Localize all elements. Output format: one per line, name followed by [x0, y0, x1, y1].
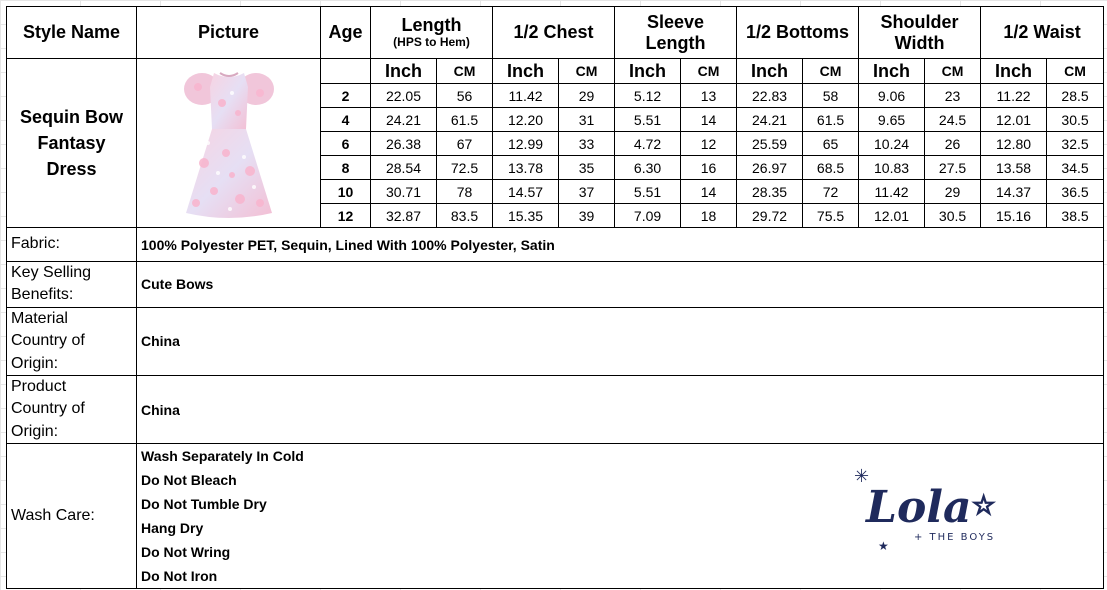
lola-logo — [850, 460, 1010, 552]
key-selling-label-line1: Key Selling — [11, 264, 92, 281]
wash-care-item: Wash Separately In Cold — [141, 448, 304, 465]
value-cell: 11.42 — [493, 84, 559, 108]
value-cell: 58 — [803, 84, 859, 108]
product-origin-line3: Origin: — [11, 422, 59, 440]
header-length-title: Length — [401, 15, 462, 36]
value-cell: 10.83 — [859, 156, 925, 180]
value-cell: 13 — [681, 84, 737, 108]
value-cell: 13.58 — [981, 156, 1047, 180]
value-cell: 38.5 — [1047, 204, 1104, 228]
key-selling-value: Cute Bows — [137, 262, 1104, 308]
value-cell: 22.83 — [737, 84, 803, 108]
style-name-line3: Dress — [46, 159, 97, 180]
value-cell: 32.87 — [371, 204, 437, 228]
value-cell: 12.99 — [493, 132, 559, 156]
header-sleeve-line1: Sleeve — [647, 11, 705, 32]
material-origin-line3: Origin: — [11, 354, 59, 372]
header-age: Age — [321, 7, 371, 59]
value-cell: 23 — [925, 84, 981, 108]
value-cell: 72.5 — [437, 156, 493, 180]
product-origin-row — [7, 375, 1104, 443]
value-cell: 14 — [681, 108, 737, 132]
value-cell: 12.01 — [981, 108, 1047, 132]
key-selling-row — [7, 262, 1104, 308]
length-cm-unit: CM — [437, 59, 493, 84]
value-cell: 68.5 — [803, 156, 859, 180]
brand-tagline: + THE BOYS — [914, 532, 996, 543]
value-cell: 9.06 — [859, 84, 925, 108]
value-cell: 30.5 — [1047, 108, 1104, 132]
age-cell: 6 — [321, 132, 371, 156]
age-unit-blank — [321, 59, 371, 84]
value-cell: 29.72 — [737, 204, 803, 228]
age-cell: 8 — [321, 156, 371, 180]
style-name-line1: Sequin Bow — [20, 106, 123, 127]
value-cell: 78 — [437, 180, 493, 204]
bottoms-cm-unit: CM — [803, 59, 859, 84]
value-cell: 7.09 — [615, 204, 681, 228]
fabric-value: 100% Polyester PET, Sequin, Lined With 100% Polyester, Satin — [137, 228, 1104, 262]
value-cell: 56 — [437, 84, 493, 108]
key-selling-label — [7, 262, 137, 308]
value-cell: 14.37 — [981, 180, 1047, 204]
value-cell: 34.5 — [1047, 156, 1104, 180]
value-cell: 24.21 — [737, 108, 803, 132]
value-cell: 5.12 — [615, 84, 681, 108]
header-picture: Picture — [137, 7, 321, 59]
value-cell: 12.20 — [493, 108, 559, 132]
value-cell: 18 — [681, 204, 737, 228]
value-cell: 24.5 — [925, 108, 981, 132]
age-cell: 4 — [321, 108, 371, 132]
material-origin-value: China — [137, 307, 1104, 375]
value-cell: 37 — [559, 180, 615, 204]
material-origin-line2: Country of — [11, 332, 85, 350]
shoulder-cm-unit: CM — [925, 59, 981, 84]
value-cell: 31 — [559, 108, 615, 132]
value-cell: 14.57 — [493, 180, 559, 204]
value-cell: 26.97 — [737, 156, 803, 180]
value-cell: 83.5 — [437, 204, 493, 228]
shoulder-inch-unit: Inch — [859, 59, 925, 84]
value-cell: 5.51 — [615, 108, 681, 132]
value-cell: 13.78 — [493, 156, 559, 180]
value-cell: 65 — [803, 132, 859, 156]
chest-cm-unit: CM — [559, 59, 615, 84]
sleeve-cm-unit: CM — [681, 59, 737, 84]
header-length-sub: (HPS to Hem) — [393, 34, 470, 49]
header-half-waist: 1/2 Waist — [981, 7, 1104, 59]
lola-logo-mark — [850, 460, 1010, 552]
value-cell: 28.5 — [1047, 84, 1104, 108]
value-cell: 6.30 — [615, 156, 681, 180]
style-name-line2: Fantasy — [37, 132, 106, 153]
value-cell: 15.35 — [493, 204, 559, 228]
value-cell: 75.5 — [803, 204, 859, 228]
style-name-cell — [7, 59, 137, 228]
product-origin-value: China — [137, 375, 1104, 443]
value-cell: 72 — [803, 180, 859, 204]
product-origin-line1: Product — [11, 377, 67, 395]
wash-care-item: Do Not Wring — [141, 544, 231, 561]
value-cell: 11.42 — [859, 180, 925, 204]
value-cell: 27.5 — [925, 156, 981, 180]
value-cell: 39 — [559, 204, 615, 228]
header-shoulder-width — [859, 7, 981, 59]
brand-wordmark: Lola — [866, 482, 972, 533]
header-row — [7, 7, 1104, 59]
value-cell: 15.16 — [981, 204, 1047, 228]
value-cell: 12.80 — [981, 132, 1047, 156]
sequin-dress-image — [174, 63, 284, 223]
value-cell: 29 — [925, 180, 981, 204]
value-cell: 67 — [437, 132, 493, 156]
header-shoulder-line2: Width — [894, 32, 945, 53]
value-cell: 32.5 — [1047, 132, 1104, 156]
waist-cm-unit: CM — [1047, 59, 1104, 84]
wash-care-item: Do Not Tumble Dry — [141, 496, 267, 513]
value-cell: 22.05 — [371, 84, 437, 108]
header-length — [371, 7, 493, 59]
fabric-row — [7, 228, 1104, 262]
value-cell: 29 — [559, 84, 615, 108]
value-cell: 9.65 — [859, 108, 925, 132]
value-cell: 24.21 — [371, 108, 437, 132]
chest-inch-unit: Inch — [493, 59, 559, 84]
header-half-bottoms: 1/2 Bottoms — [737, 7, 859, 59]
picture-cell — [137, 59, 321, 228]
star-icon: ☆ — [972, 491, 996, 521]
value-cell: 25.59 — [737, 132, 803, 156]
value-cell: 35 — [559, 156, 615, 180]
age-cell: 2 — [321, 84, 371, 108]
value-cell: 5.51 — [615, 180, 681, 204]
product-origin-label — [7, 375, 137, 443]
material-origin-label — [7, 307, 137, 375]
value-cell: 28.35 — [737, 180, 803, 204]
key-selling-label-line2: Benefits: — [11, 286, 74, 304]
sleeve-inch-unit: Inch — [615, 59, 681, 84]
header-style-name: Style Name — [7, 7, 137, 59]
value-cell: 61.5 — [437, 108, 493, 132]
unit-row — [7, 59, 1104, 84]
wash-care-item: Do Not Bleach — [141, 472, 237, 489]
value-cell: 30.5 — [925, 204, 981, 228]
value-cell: 12.01 — [859, 204, 925, 228]
product-origin-line2: Country of — [11, 400, 85, 418]
value-cell: 12 — [681, 132, 737, 156]
age-cell: 12 — [321, 204, 371, 228]
value-cell: 33 — [559, 132, 615, 156]
value-cell: 11.22 — [981, 84, 1047, 108]
value-cell: 30.71 — [371, 180, 437, 204]
wash-care-label: Wash Care: — [7, 444, 137, 589]
fabric-label: Fabric: — [7, 228, 137, 262]
value-cell: 16 — [681, 156, 737, 180]
value-cell: 10.24 — [859, 132, 925, 156]
value-cell: 4.72 — [615, 132, 681, 156]
small-star-icon: ★ — [878, 539, 889, 552]
length-inch-unit: Inch — [371, 59, 437, 84]
header-shoulder-line1: Shoulder — [880, 11, 959, 32]
header-sleeve-line2: Length — [645, 32, 706, 53]
value-cell: 26.38 — [371, 132, 437, 156]
value-cell: 61.5 — [803, 108, 859, 132]
value-cell: 26 — [925, 132, 981, 156]
header-sleeve-length — [615, 7, 737, 59]
material-origin-line1: Material — [11, 309, 68, 327]
value-cell: 28.54 — [371, 156, 437, 180]
wash-care-item: Do Not Iron — [141, 568, 218, 585]
wash-care-item: Hang Dry — [141, 520, 204, 537]
value-cell: 14 — [681, 180, 737, 204]
waist-inch-unit: Inch — [981, 59, 1047, 84]
value-cell: 36.5 — [1047, 180, 1104, 204]
material-origin-row — [7, 307, 1104, 375]
age-cell: 10 — [321, 180, 371, 204]
header-half-chest: 1/2 Chest — [493, 7, 615, 59]
sparkle-icon: ✳ — [854, 466, 870, 487]
bottoms-inch-unit: Inch — [737, 59, 803, 84]
